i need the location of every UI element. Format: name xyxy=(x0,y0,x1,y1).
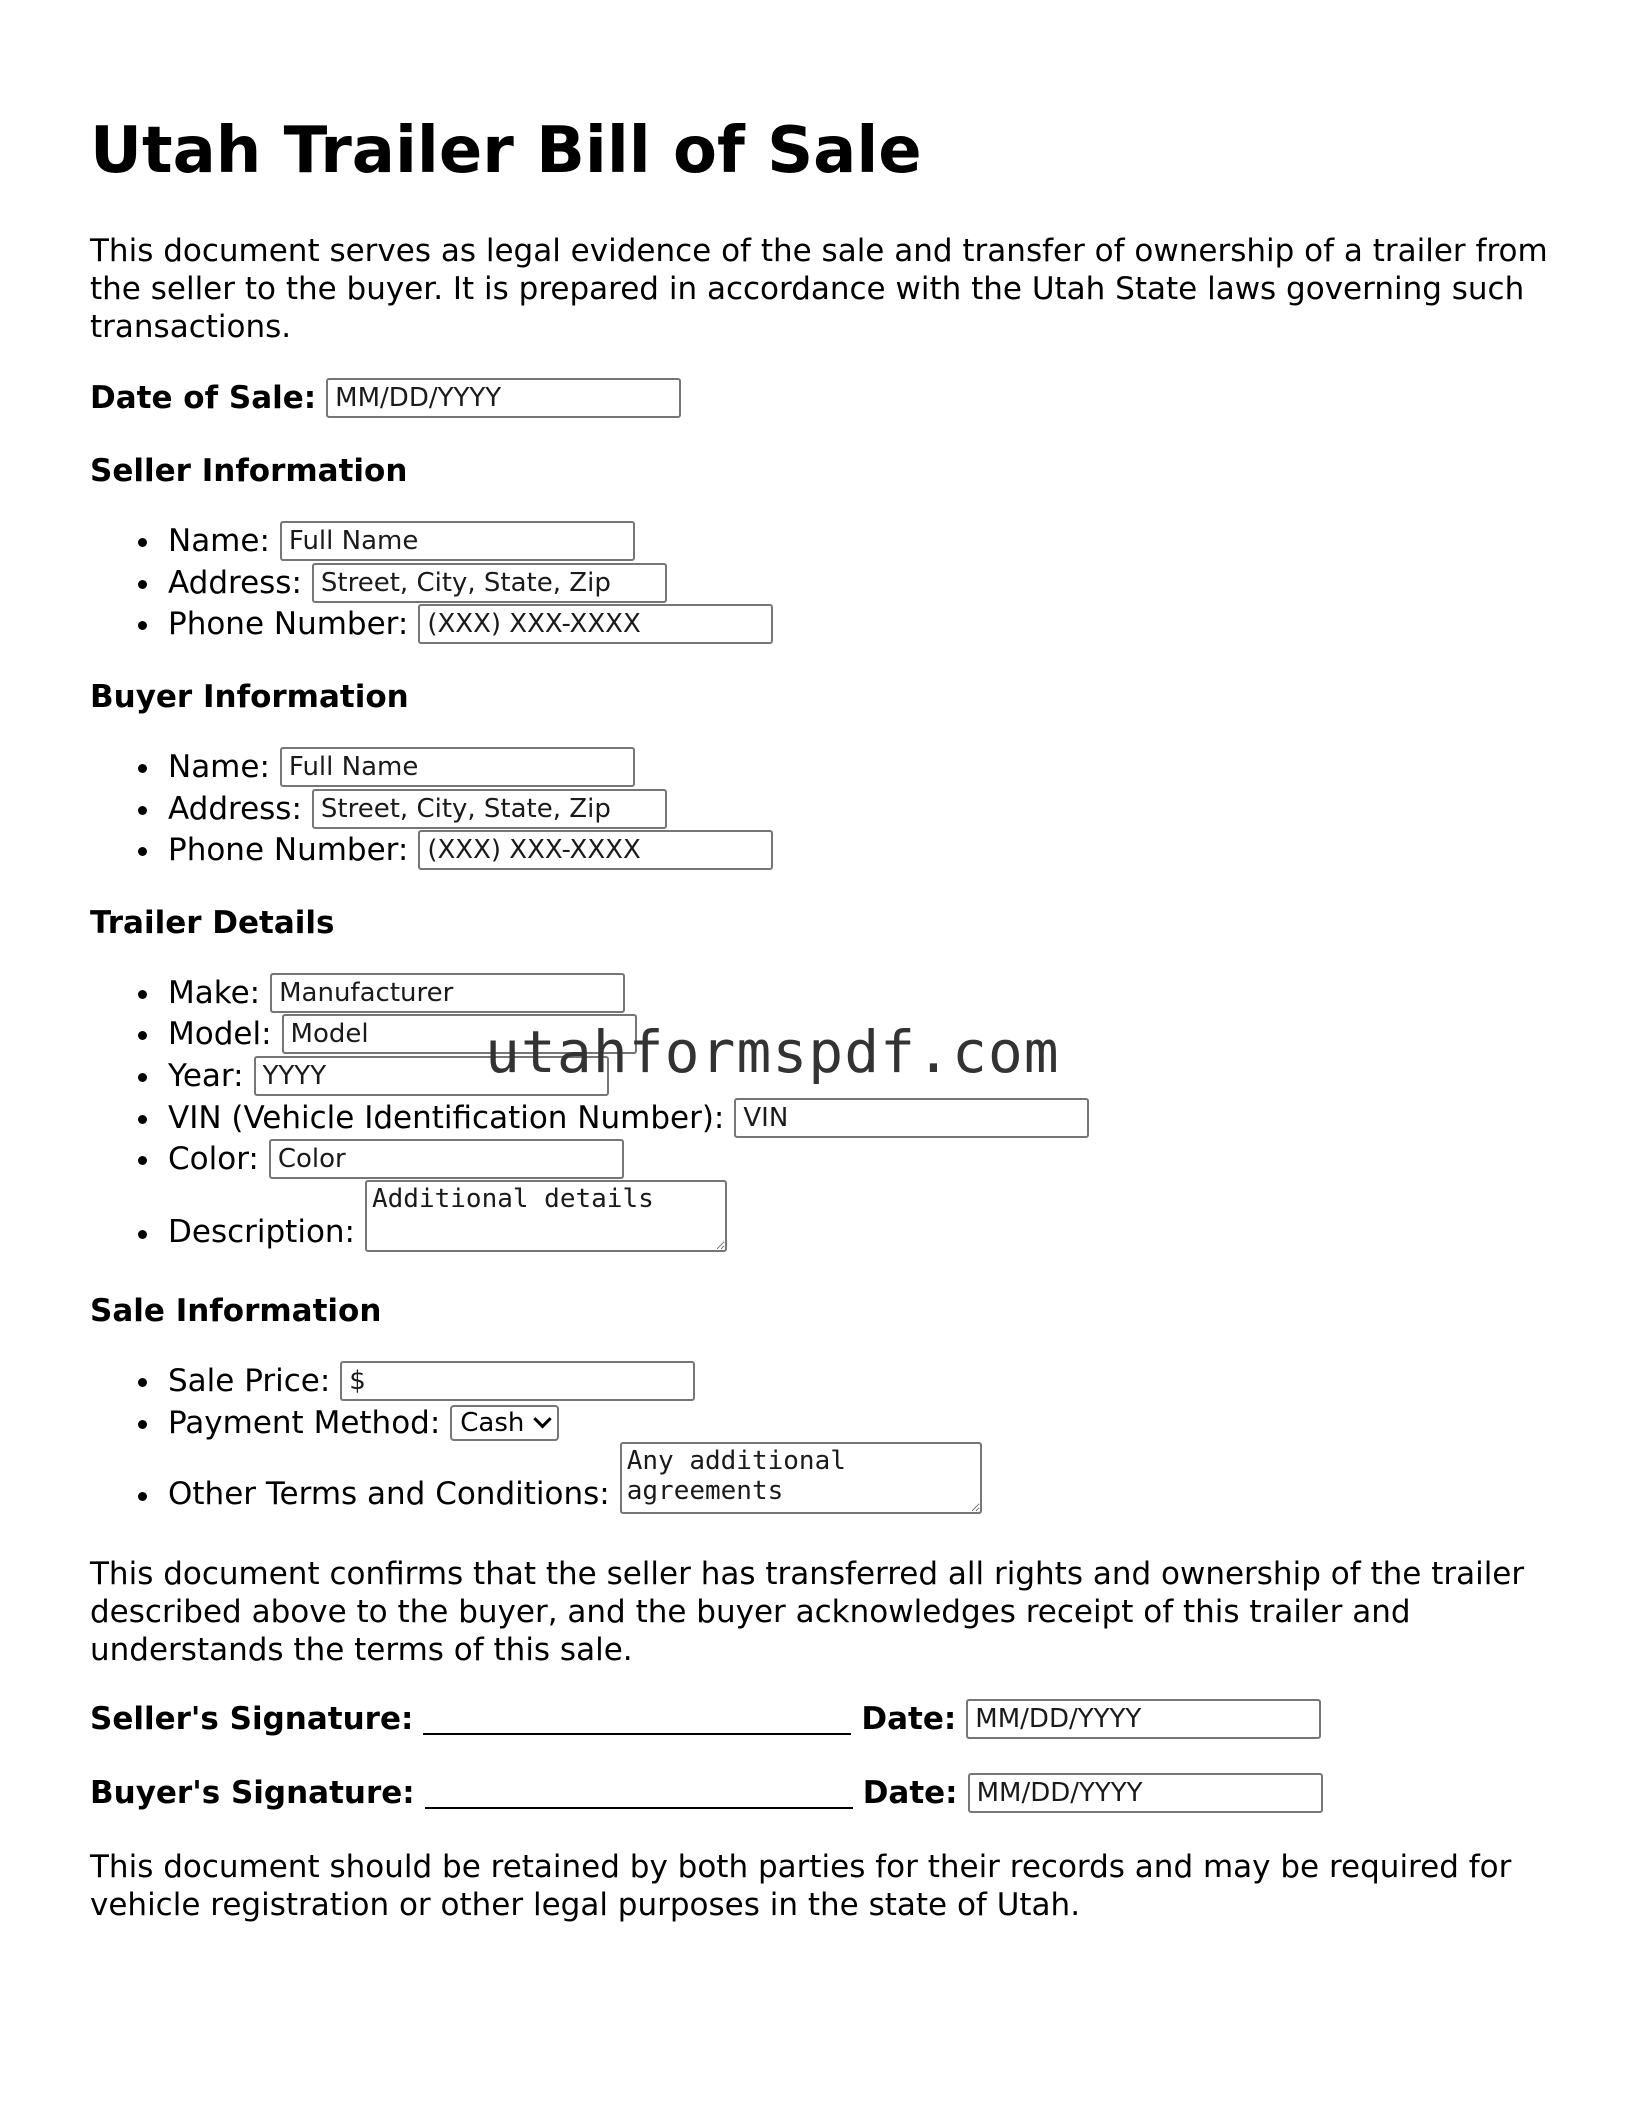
sale-price-input[interactable] xyxy=(340,1361,695,1401)
chevron-down-icon xyxy=(534,1410,552,1428)
seller-signature-line[interactable] xyxy=(423,1703,851,1735)
seller-address-input[interactable] xyxy=(312,563,667,603)
seller-date-label: Date: xyxy=(861,1701,957,1737)
trailer-vin-item xyxy=(168,1098,1089,1138)
buyer-date-label: Date: xyxy=(862,1775,958,1811)
trailer-year-label: Year: xyxy=(168,1058,244,1094)
trailer-make-label: Make: xyxy=(168,975,261,1011)
seller-date-input[interactable] xyxy=(966,1699,1321,1739)
intro-paragraph: This document serves as legal evidence of the sale and transfer of ownership of a trailer from the seller to the buyer. It is prepared in accordance with the Utah State laws governing such transactions. xyxy=(90,233,1548,345)
trailer-make-item xyxy=(168,973,625,1013)
sale-price-item xyxy=(168,1361,695,1401)
seller-name-input[interactable] xyxy=(280,521,635,561)
buyer-address-label: Address: xyxy=(168,791,302,827)
trailer-description-label: Description: xyxy=(168,1214,355,1250)
date-of-sale-row xyxy=(90,378,681,418)
page-title: Utah Trailer Bill of Sale xyxy=(90,114,922,188)
seller-name-label: Name: xyxy=(168,523,270,559)
seller-phone-input[interactable] xyxy=(418,604,773,644)
buyer-heading: Buyer Information xyxy=(90,679,409,715)
trailer-description-textarea[interactable] xyxy=(365,1180,727,1252)
buyer-phone-input[interactable] xyxy=(418,830,773,870)
buyer-name-label: Name: xyxy=(168,749,270,785)
buyer-signature-label: Buyer's Signature: xyxy=(90,1775,415,1811)
trailer-make-input[interactable] xyxy=(270,973,625,1013)
terms-textarea[interactable] xyxy=(620,1442,982,1514)
trailer-vin-input[interactable] xyxy=(734,1098,1089,1138)
payment-method-item xyxy=(168,1403,559,1443)
buyer-phone-item xyxy=(168,830,773,870)
date-of-sale-input[interactable] xyxy=(326,378,681,418)
sale-heading: Sale Information xyxy=(90,1293,382,1329)
terms-item xyxy=(168,1442,982,1514)
trailer-description-item xyxy=(168,1180,727,1252)
buyer-address-item xyxy=(168,789,667,829)
payment-method-label: Payment Method: xyxy=(168,1405,441,1441)
trailer-vin-label: VIN (Vehicle Identification Number): xyxy=(168,1100,725,1136)
seller-phone-item xyxy=(168,604,773,644)
trailer-heading: Trailer Details xyxy=(90,905,335,941)
trailer-color-item xyxy=(168,1139,624,1179)
watermark: utahformspdf.com xyxy=(485,1018,1060,1086)
trailer-model-label: Model: xyxy=(168,1016,272,1052)
buyer-signature-row xyxy=(90,1773,1323,1813)
buyer-signature-line[interactable] xyxy=(425,1777,853,1809)
seller-signature-label: Seller's Signature: xyxy=(90,1701,414,1737)
seller-signature-row xyxy=(90,1699,1321,1739)
sale-price-label: Sale Price: xyxy=(168,1363,331,1399)
buyer-name-input[interactable] xyxy=(280,747,635,787)
seller-address-label: Address: xyxy=(168,565,302,601)
seller-name-item xyxy=(168,521,635,561)
buyer-address-input[interactable] xyxy=(312,789,667,829)
trailer-color-input[interactable] xyxy=(269,1139,624,1179)
payment-method-value: Cash xyxy=(460,1408,525,1438)
terms-label: Other Terms and Conditions: xyxy=(168,1476,610,1512)
footer-paragraph: This document should be retained by both parties for their records and may be required for vehicle registration or other legal purposes in the state of Utah. xyxy=(90,1849,1512,1923)
seller-address-item xyxy=(168,563,667,603)
buyer-phone-label: Phone Number: xyxy=(168,832,409,868)
seller-heading: Seller Information xyxy=(90,453,408,489)
confirmation-paragraph: This document confirms that the seller has transferred all rights and ownership of the trailer described above to the buyer, and the buyer acknowledges receipt of this trailer and understands the terms of this sale. xyxy=(90,1556,1525,1668)
buyer-name-item xyxy=(168,747,635,787)
trailer-color-label: Color: xyxy=(168,1141,259,1177)
date-of-sale-label: Date of Sale: xyxy=(90,380,317,416)
seller-phone-label: Phone Number: xyxy=(168,606,409,642)
buyer-date-input[interactable] xyxy=(968,1773,1323,1813)
payment-method-select[interactable] xyxy=(450,1405,559,1441)
